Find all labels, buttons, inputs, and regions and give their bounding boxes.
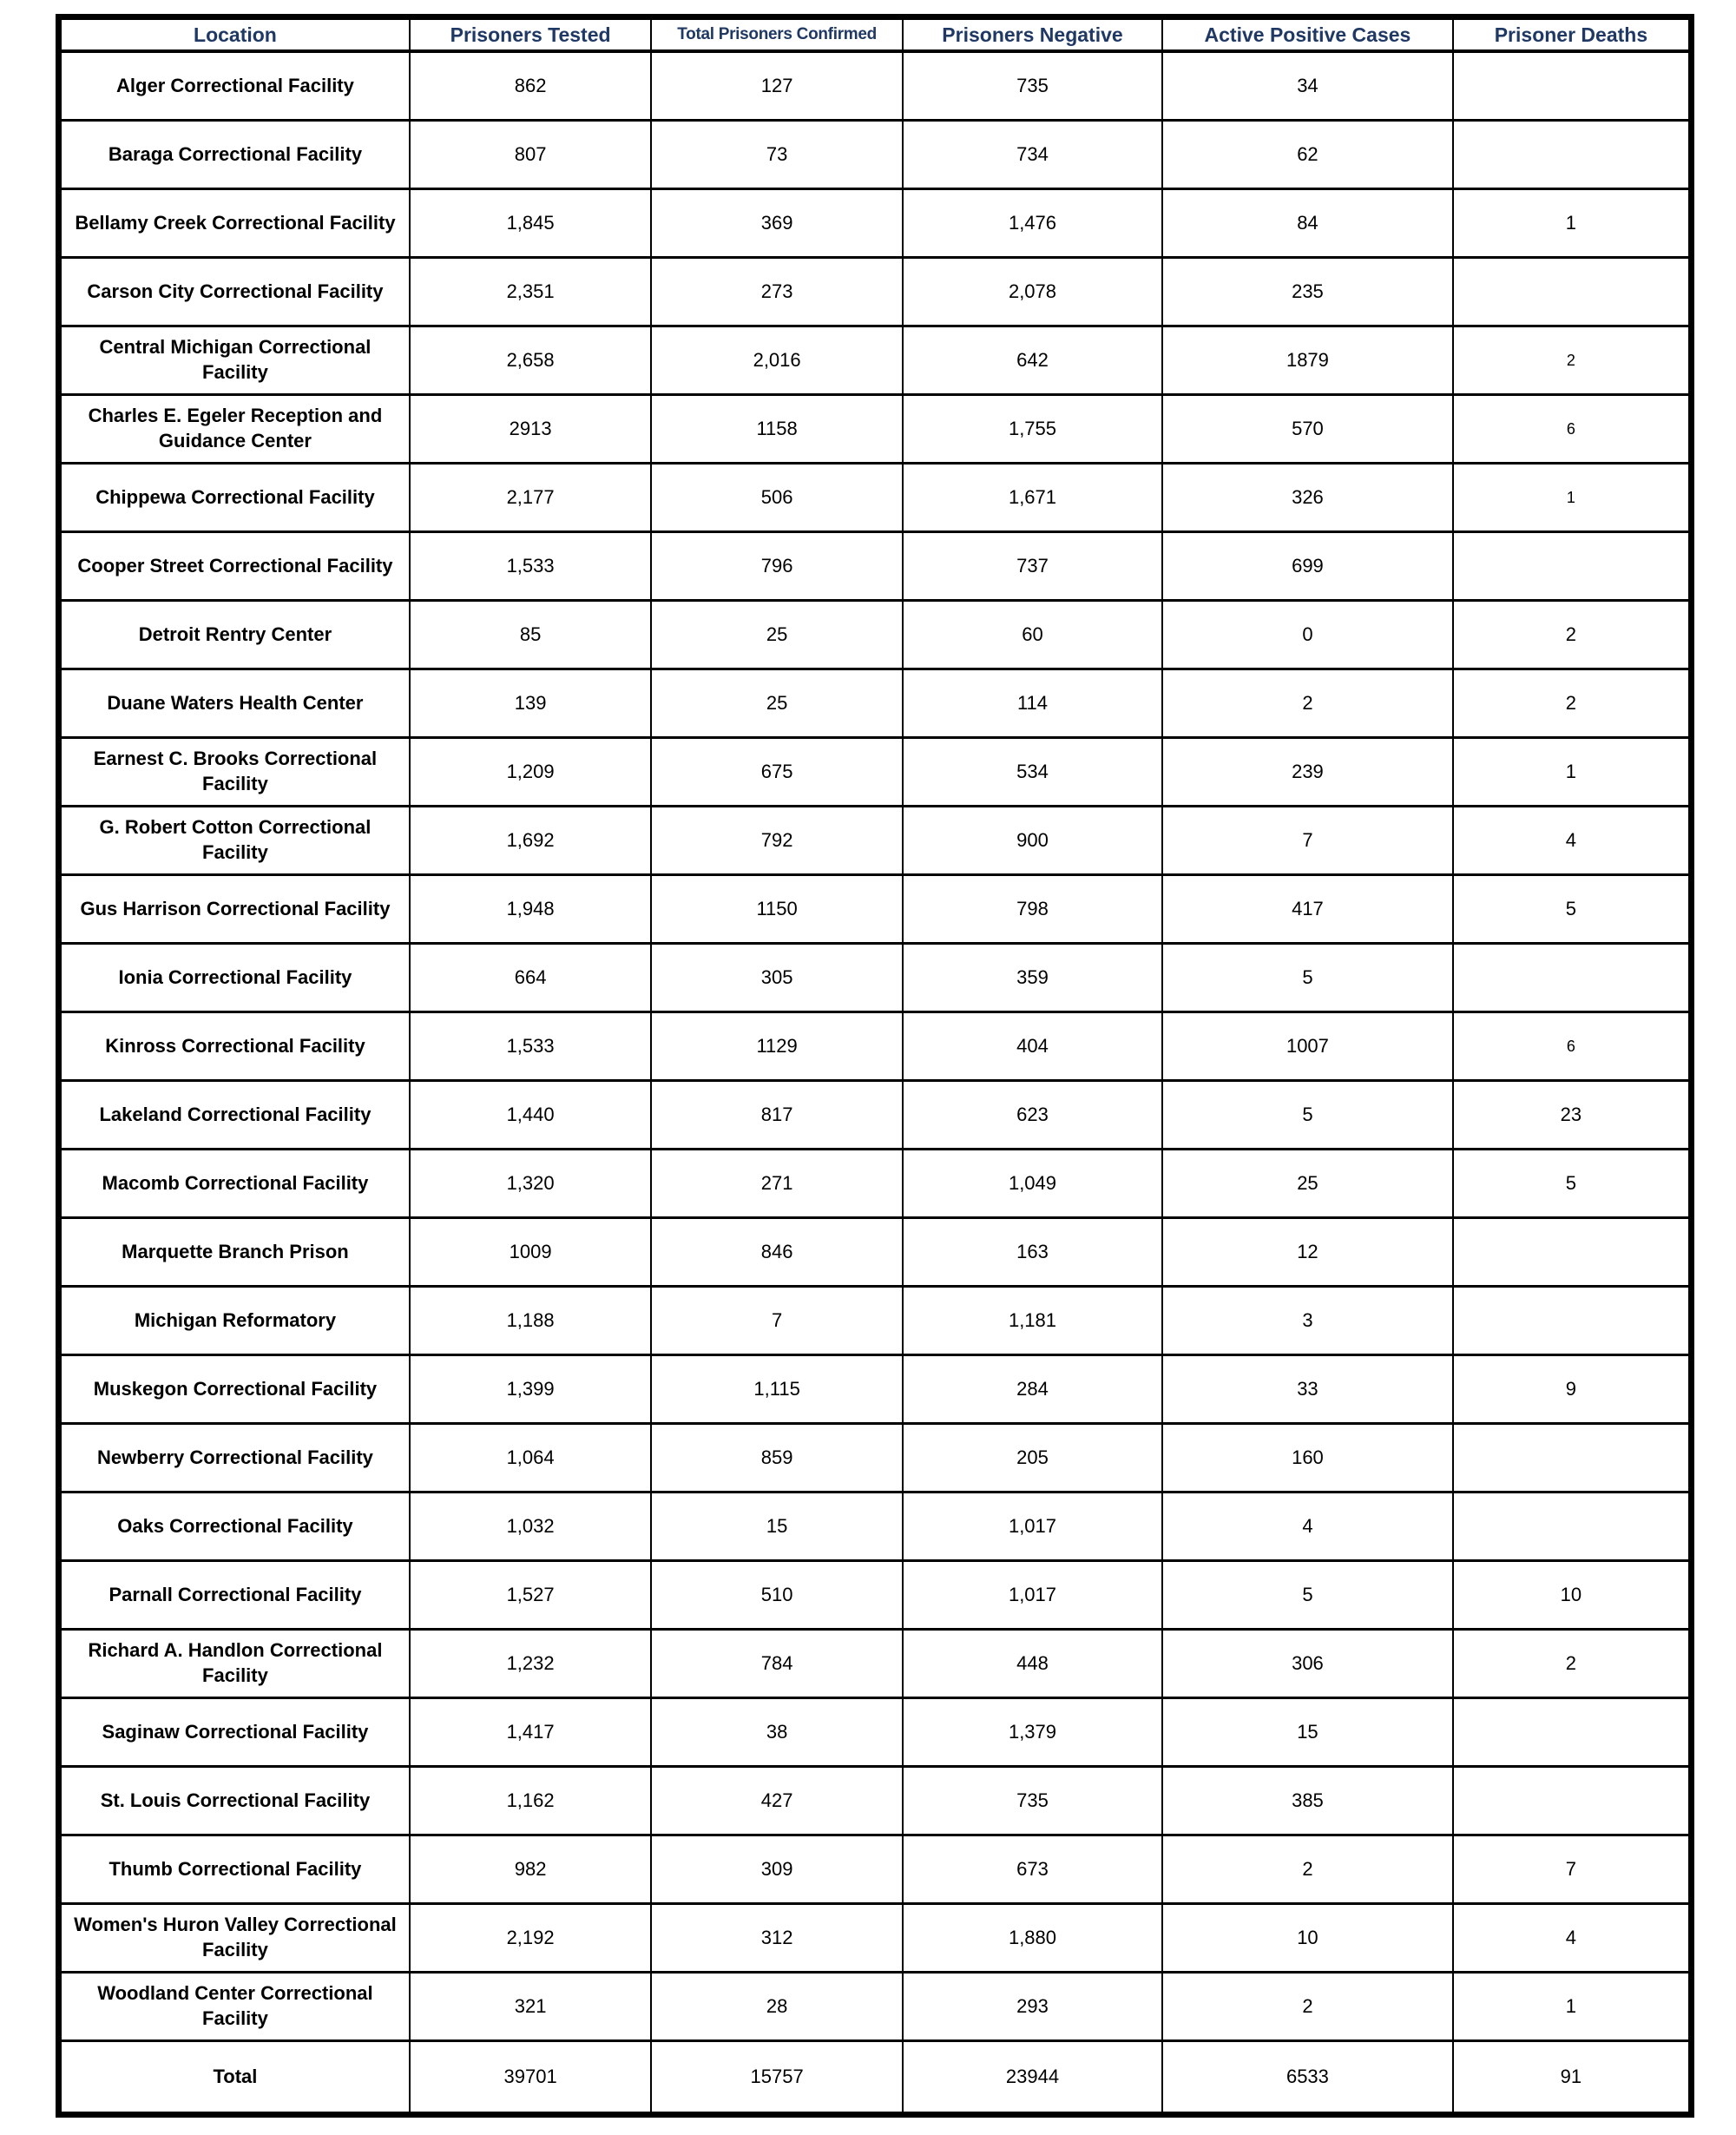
value-cell-prisoners-negative: 359 xyxy=(903,944,1162,1012)
location-cell: Ionia Correctional Facility xyxy=(59,944,410,1012)
value-cell-total-prisoners-confirmed: 25 xyxy=(651,601,903,669)
table-row xyxy=(59,51,1692,121)
value-cell-prisoners-tested: 1,032 xyxy=(410,1493,651,1561)
value-cell-prisoner-deaths xyxy=(1453,1218,1692,1287)
value-cell-prisoner-deaths: 2 xyxy=(1453,669,1692,738)
value-cell-active-positive-cases: 326 xyxy=(1162,464,1453,532)
location-cell: Duane Waters Health Center xyxy=(59,669,410,738)
table-row xyxy=(59,1767,1692,1835)
value-cell-prisoners-negative: 60 xyxy=(903,601,1162,669)
value-cell-prisoner-deaths xyxy=(1453,258,1692,326)
value-cell-prisoners-tested: 1,527 xyxy=(410,1561,651,1630)
value-cell-active-positive-cases: 33 xyxy=(1162,1355,1453,1424)
value-cell-prisoner-deaths: 1 xyxy=(1453,189,1692,258)
location-cell: Central Michigan Correctional Facility xyxy=(59,326,410,395)
value-cell-active-positive-cases: 25 xyxy=(1162,1150,1453,1218)
value-cell-active-positive-cases: 306 xyxy=(1162,1630,1453,1698)
value-cell-total-prisoners-confirmed: 1,115 xyxy=(651,1355,903,1424)
value-cell-prisoner-deaths: 2 xyxy=(1453,326,1692,395)
value-cell-total-prisoners-confirmed: 273 xyxy=(651,258,903,326)
value-cell-prisoners-negative: 2,078 xyxy=(903,258,1162,326)
value-cell-prisoners-negative: 1,181 xyxy=(903,1287,1162,1355)
value-cell-active-positive-cases: 5 xyxy=(1162,944,1453,1012)
value-cell-prisoner-deaths: 1 xyxy=(1453,464,1692,532)
total-label: Total xyxy=(59,2041,410,2115)
value-cell-prisoner-deaths: 6 xyxy=(1453,395,1692,464)
location-cell: Saginaw Correctional Facility xyxy=(59,1698,410,1767)
value-cell-prisoners-tested: 1,440 xyxy=(410,1081,651,1150)
value-cell-prisoners-tested: 321 xyxy=(410,1973,651,2041)
location-cell: Chippewa Correctional Facility xyxy=(59,464,410,532)
value-cell-prisoners-tested: 2913 xyxy=(410,395,651,464)
value-cell-active-positive-cases: 34 xyxy=(1162,51,1453,121)
value-cell-prisoners-tested: 664 xyxy=(410,944,651,1012)
value-cell-total-prisoners-confirmed: 15 xyxy=(651,1493,903,1561)
value-cell-prisoners-negative: 404 xyxy=(903,1012,1162,1081)
value-cell-prisoner-deaths: 7 xyxy=(1453,1835,1692,1904)
value-cell-prisoners-tested: 1,845 xyxy=(410,189,651,258)
value-cell-prisoner-deaths: 4 xyxy=(1453,1904,1692,1973)
value-cell-prisoner-deaths xyxy=(1453,1698,1692,1767)
location-cell: Woodland Center Correctional Facility xyxy=(59,1973,410,2041)
table-row xyxy=(59,669,1692,738)
value-cell-prisoners-tested: 2,192 xyxy=(410,1904,651,1973)
table-row xyxy=(59,121,1692,189)
table-row xyxy=(59,944,1692,1012)
value-cell-prisoners-negative: 1,755 xyxy=(903,395,1162,464)
value-cell-prisoners-tested: 85 xyxy=(410,601,651,669)
value-cell-prisoners-negative: 735 xyxy=(903,51,1162,121)
value-cell-total-prisoners-confirmed: 305 xyxy=(651,944,903,1012)
table-row xyxy=(59,189,1692,258)
value-cell-prisoner-deaths: 1 xyxy=(1453,738,1692,807)
value-cell-prisoners-tested: 39701 xyxy=(410,2041,651,2115)
value-cell-active-positive-cases: 239 xyxy=(1162,738,1453,807)
location-cell: Gus Harrison Correctional Facility xyxy=(59,875,410,944)
table-row xyxy=(59,1698,1692,1767)
table-row xyxy=(59,1081,1692,1150)
value-cell-prisoners-negative: 673 xyxy=(903,1835,1162,1904)
value-cell-prisoners-negative: 642 xyxy=(903,326,1162,395)
location-cell: Alger Correctional Facility xyxy=(59,51,410,121)
value-cell-total-prisoners-confirmed: 859 xyxy=(651,1424,903,1493)
header-row xyxy=(59,17,1692,52)
value-cell-total-prisoners-confirmed: 817 xyxy=(651,1081,903,1150)
table-row xyxy=(59,464,1692,532)
value-cell-prisoner-deaths: 2 xyxy=(1453,1630,1692,1698)
location-cell: Earnest C. Brooks Correctional Facility xyxy=(59,738,410,807)
value-cell-prisoners-tested: 1,209 xyxy=(410,738,651,807)
column-header-prisoners-tested: Prisoners Tested xyxy=(410,17,651,52)
value-cell-prisoners-tested: 1,064 xyxy=(410,1424,651,1493)
covid-facility-table xyxy=(56,14,1694,2118)
value-cell-prisoner-deaths: 23 xyxy=(1453,1081,1692,1150)
value-cell-active-positive-cases: 10 xyxy=(1162,1904,1453,1973)
value-cell-prisoners-negative: 114 xyxy=(903,669,1162,738)
value-cell-active-positive-cases: 570 xyxy=(1162,395,1453,464)
value-cell-prisoners-tested: 1,692 xyxy=(410,807,651,875)
location-cell: Parnall Correctional Facility xyxy=(59,1561,410,1630)
value-cell-active-positive-cases: 385 xyxy=(1162,1767,1453,1835)
value-cell-active-positive-cases: 15 xyxy=(1162,1698,1453,1767)
location-cell: Richard A. Handlon Correctional Facility xyxy=(59,1630,410,1698)
value-cell-active-positive-cases: 699 xyxy=(1162,532,1453,601)
value-cell-prisoner-deaths: 9 xyxy=(1453,1355,1692,1424)
value-cell-prisoners-negative: 1,017 xyxy=(903,1561,1162,1630)
table-body xyxy=(59,51,1692,2115)
table-row xyxy=(59,1150,1692,1218)
value-cell-prisoners-tested: 1,232 xyxy=(410,1630,651,1698)
value-cell-prisoners-tested: 862 xyxy=(410,51,651,121)
value-cell-prisoners-tested: 1,533 xyxy=(410,1012,651,1081)
value-cell-active-positive-cases: 417 xyxy=(1162,875,1453,944)
table-row xyxy=(59,1630,1692,1698)
column-header-prisoner-deaths: Prisoner Deaths xyxy=(1453,17,1692,52)
value-cell-total-prisoners-confirmed: 271 xyxy=(651,1150,903,1218)
value-cell-prisoners-tested: 1,188 xyxy=(410,1287,651,1355)
value-cell-prisoners-tested: 1,399 xyxy=(410,1355,651,1424)
value-cell-prisoners-negative: 448 xyxy=(903,1630,1162,1698)
value-cell-active-positive-cases: 1007 xyxy=(1162,1012,1453,1081)
value-cell-active-positive-cases: 1879 xyxy=(1162,326,1453,395)
value-cell-prisoner-deaths xyxy=(1453,1424,1692,1493)
value-cell-prisoner-deaths xyxy=(1453,532,1692,601)
column-header-total-prisoners-confirmed: Total Prisoners Confirmed xyxy=(651,17,903,52)
value-cell-prisoner-deaths xyxy=(1453,121,1692,189)
value-cell-active-positive-cases: 12 xyxy=(1162,1218,1453,1287)
value-cell-total-prisoners-confirmed: 15757 xyxy=(651,2041,903,2115)
value-cell-active-positive-cases: 5 xyxy=(1162,1081,1453,1150)
column-header-prisoners-negative: Prisoners Negative xyxy=(903,17,1162,52)
value-cell-total-prisoners-confirmed: 309 xyxy=(651,1835,903,1904)
table-row xyxy=(59,1424,1692,1493)
value-cell-active-positive-cases: 84 xyxy=(1162,189,1453,258)
value-cell-prisoners-tested: 2,351 xyxy=(410,258,651,326)
value-cell-total-prisoners-confirmed: 369 xyxy=(651,189,903,258)
table-row xyxy=(59,1973,1692,2041)
value-cell-prisoners-negative: 284 xyxy=(903,1355,1162,1424)
value-cell-active-positive-cases: 0 xyxy=(1162,601,1453,669)
value-cell-prisoner-deaths xyxy=(1453,51,1692,121)
value-cell-prisoners-negative: 163 xyxy=(903,1218,1162,1287)
table-row xyxy=(59,875,1692,944)
value-cell-prisoners-tested: 139 xyxy=(410,669,651,738)
location-cell: Baraga Correctional Facility xyxy=(59,121,410,189)
value-cell-prisoner-deaths: 5 xyxy=(1453,875,1692,944)
value-cell-active-positive-cases: 62 xyxy=(1162,121,1453,189)
value-cell-prisoners-tested: 2,177 xyxy=(410,464,651,532)
location-cell: Michigan Reformatory xyxy=(59,1287,410,1355)
value-cell-prisoners-negative: 737 xyxy=(903,532,1162,601)
table-row xyxy=(59,1218,1692,1287)
location-cell: Carson City Correctional Facility xyxy=(59,258,410,326)
value-cell-prisoners-tested: 807 xyxy=(410,121,651,189)
value-cell-total-prisoners-confirmed: 73 xyxy=(651,121,903,189)
value-cell-active-positive-cases: 4 xyxy=(1162,1493,1453,1561)
value-cell-active-positive-cases: 2 xyxy=(1162,1973,1453,2041)
value-cell-total-prisoners-confirmed: 1129 xyxy=(651,1012,903,1081)
table-row xyxy=(59,1287,1692,1355)
value-cell-prisoners-negative: 205 xyxy=(903,1424,1162,1493)
column-header-active-positive-cases: Active Positive Cases xyxy=(1162,17,1453,52)
location-cell: Kinross Correctional Facility xyxy=(59,1012,410,1081)
value-cell-prisoners-negative: 734 xyxy=(903,121,1162,189)
value-cell-prisoner-deaths: 1 xyxy=(1453,1973,1692,2041)
value-cell-active-positive-cases: 3 xyxy=(1162,1287,1453,1355)
value-cell-prisoner-deaths: 6 xyxy=(1453,1012,1692,1081)
value-cell-total-prisoners-confirmed: 510 xyxy=(651,1561,903,1630)
value-cell-total-prisoners-confirmed: 1158 xyxy=(651,395,903,464)
location-cell: Bellamy Creek Correctional Facility xyxy=(59,189,410,258)
location-cell: Oaks Correctional Facility xyxy=(59,1493,410,1561)
location-cell: Women's Huron Valley Correctional Facility xyxy=(59,1904,410,1973)
value-cell-prisoner-deaths: 2 xyxy=(1453,601,1692,669)
location-cell: Lakeland Correctional Facility xyxy=(59,1081,410,1150)
value-cell-prisoners-tested: 1,533 xyxy=(410,532,651,601)
table-row xyxy=(59,1493,1692,1561)
value-cell-prisoners-tested: 1,417 xyxy=(410,1698,651,1767)
location-cell: Thumb Correctional Facility xyxy=(59,1835,410,1904)
value-cell-total-prisoners-confirmed: 7 xyxy=(651,1287,903,1355)
value-cell-prisoners-negative: 293 xyxy=(903,1973,1162,2041)
value-cell-prisoners-tested: 2,658 xyxy=(410,326,651,395)
table-row xyxy=(59,738,1692,807)
value-cell-active-positive-cases: 235 xyxy=(1162,258,1453,326)
location-cell: G. Robert Cotton Correctional Facility xyxy=(59,807,410,875)
value-cell-prisoner-deaths xyxy=(1453,1493,1692,1561)
value-cell-prisoners-negative: 623 xyxy=(903,1081,1162,1150)
value-cell-prisoners-tested: 1009 xyxy=(410,1218,651,1287)
value-cell-active-positive-cases: 5 xyxy=(1162,1561,1453,1630)
value-cell-active-positive-cases: 160 xyxy=(1162,1424,1453,1493)
table-row xyxy=(59,601,1692,669)
value-cell-total-prisoners-confirmed: 792 xyxy=(651,807,903,875)
value-cell-prisoners-negative: 1,379 xyxy=(903,1698,1162,1767)
value-cell-active-positive-cases: 2 xyxy=(1162,669,1453,738)
location-cell: Detroit Rentry Center xyxy=(59,601,410,669)
value-cell-prisoners-negative: 1,880 xyxy=(903,1904,1162,1973)
location-cell: Marquette Branch Prison xyxy=(59,1218,410,1287)
table-row xyxy=(59,1012,1692,1081)
column-header-location: Location xyxy=(59,17,410,52)
value-cell-total-prisoners-confirmed: 675 xyxy=(651,738,903,807)
value-cell-prisoners-tested: 1,948 xyxy=(410,875,651,944)
table-row xyxy=(59,326,1692,395)
value-cell-active-positive-cases: 7 xyxy=(1162,807,1453,875)
value-cell-total-prisoners-confirmed: 38 xyxy=(651,1698,903,1767)
table-row xyxy=(59,395,1692,464)
value-cell-prisoners-negative: 900 xyxy=(903,807,1162,875)
value-cell-prisoners-negative: 798 xyxy=(903,875,1162,944)
value-cell-prisoner-deaths: 5 xyxy=(1453,1150,1692,1218)
location-cell: St. Louis Correctional Facility xyxy=(59,1767,410,1835)
value-cell-prisoners-negative: 1,017 xyxy=(903,1493,1162,1561)
value-cell-prisoner-deaths xyxy=(1453,1287,1692,1355)
table-row xyxy=(59,1561,1692,1630)
value-cell-prisoners-negative: 1,671 xyxy=(903,464,1162,532)
value-cell-total-prisoners-confirmed: 28 xyxy=(651,1973,903,2041)
value-cell-prisoner-deaths: 4 xyxy=(1453,807,1692,875)
value-cell-prisoners-negative: 1,049 xyxy=(903,1150,1162,1218)
value-cell-prisoners-tested: 1,320 xyxy=(410,1150,651,1218)
table-row xyxy=(59,1355,1692,1424)
table-row xyxy=(59,807,1692,875)
location-cell: Charles E. Egeler Reception and Guidance Center xyxy=(59,395,410,464)
value-cell-total-prisoners-confirmed: 2,016 xyxy=(651,326,903,395)
value-cell-prisoners-negative: 534 xyxy=(903,738,1162,807)
value-cell-active-positive-cases: 6533 xyxy=(1162,2041,1453,2115)
value-cell-prisoners-negative: 1,476 xyxy=(903,189,1162,258)
location-cell: Macomb Correctional Facility xyxy=(59,1150,410,1218)
table-row xyxy=(59,258,1692,326)
table-row xyxy=(59,532,1692,601)
table-header xyxy=(59,17,1692,52)
value-cell-prisoner-deaths: 91 xyxy=(1453,2041,1692,2115)
value-cell-total-prisoners-confirmed: 427 xyxy=(651,1767,903,1835)
value-cell-total-prisoners-confirmed: 1150 xyxy=(651,875,903,944)
value-cell-total-prisoners-confirmed: 846 xyxy=(651,1218,903,1287)
location-cell: Cooper Street Correctional Facility xyxy=(59,532,410,601)
value-cell-prisoner-deaths xyxy=(1453,944,1692,1012)
value-cell-active-positive-cases: 2 xyxy=(1162,1835,1453,1904)
total-row xyxy=(59,2041,1692,2115)
value-cell-prisoner-deaths xyxy=(1453,1767,1692,1835)
value-cell-prisoners-negative: 735 xyxy=(903,1767,1162,1835)
value-cell-total-prisoners-confirmed: 25 xyxy=(651,669,903,738)
location-cell: Newberry Correctional Facility xyxy=(59,1424,410,1493)
value-cell-total-prisoners-confirmed: 506 xyxy=(651,464,903,532)
value-cell-prisoner-deaths: 10 xyxy=(1453,1561,1692,1630)
value-cell-total-prisoners-confirmed: 796 xyxy=(651,532,903,601)
value-cell-total-prisoners-confirmed: 127 xyxy=(651,51,903,121)
value-cell-prisoners-negative: 23944 xyxy=(903,2041,1162,2115)
value-cell-total-prisoners-confirmed: 312 xyxy=(651,1904,903,1973)
location-cell: Muskegon Correctional Facility xyxy=(59,1355,410,1424)
table-row xyxy=(59,1835,1692,1904)
value-cell-total-prisoners-confirmed: 784 xyxy=(651,1630,903,1698)
value-cell-prisoners-tested: 1,162 xyxy=(410,1767,651,1835)
value-cell-prisoners-tested: 982 xyxy=(410,1835,651,1904)
table-row xyxy=(59,1904,1692,1973)
